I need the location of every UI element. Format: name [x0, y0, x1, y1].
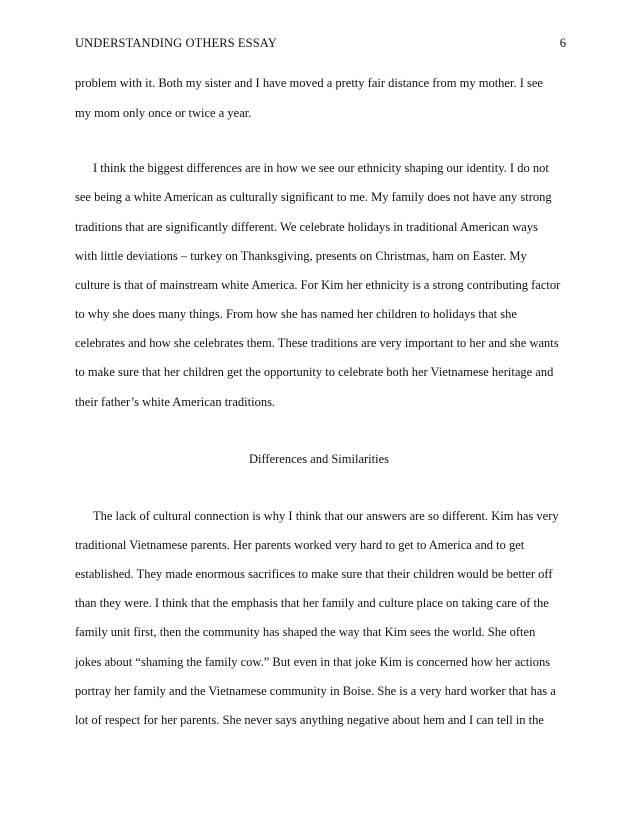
- text-line: problem with it. Both my sister and I have moved a pretty fair distance from my mother. I see: [75, 76, 543, 90]
- page-number: 6: [559, 36, 566, 50]
- paragraph-first-line: The lack of cultural connection is why I think that our answers are so different. Kim has very: [93, 509, 559, 523]
- text-line: jokes about “shaming the family cow.” But even in that joke Kim is concerned how her actions: [75, 655, 551, 669]
- text-line: celebrates and how she celebrates them. These traditions are very important to her and she wants: [75, 336, 559, 350]
- text-line: traditional Vietnamese parents. Her parents worked very hard to get to America and to get: [75, 538, 525, 552]
- text-line: than they were. I think that the emphasis that her family and culture place on taking care of the: [75, 596, 549, 610]
- text-line: my mom only once or twice a year.: [75, 106, 252, 120]
- text-line: established. They made enormous sacrifices to make sure that their children would be better off: [75, 567, 553, 581]
- text-line: with little deviations – turkey on Thanksgiving, presents on Christmas, ham on Easter. My: [75, 249, 527, 263]
- text-line: traditions that are significantly different. We celebrate holidays in traditional American ways: [75, 220, 538, 234]
- text-line: culture is that of mainstream white America. For Kim her ethnicity is a strong contributing factor: [75, 278, 561, 292]
- text-line: to make sure that her children get the opportunity to celebrate both her Vietnamese heritage and: [75, 365, 554, 379]
- text-line: portray her family and the Vietnamese community in Boise. She is a very hard worker that has a: [75, 684, 556, 698]
- text-line: to why she does many things. From how she has named her children to holidays that she: [75, 307, 517, 321]
- running-head: UNDERSTANDING OTHERS ESSAY: [75, 36, 277, 50]
- text-line: their father’s white American traditions.: [75, 395, 276, 409]
- text-line: lot of respect for her parents. She never says anything negative about hem and I can tell in the: [75, 713, 544, 727]
- text-line: family unit first, then the community has shaped the way that Kim sees the world. She often: [75, 625, 536, 639]
- text-line: see being a white American as culturally significant to me. My family does not have any strong: [75, 190, 552, 204]
- section-heading: Differences and Similarities: [248, 452, 389, 466]
- paragraph-first-line: I think the biggest differences are in how we see our ethnicity shaping our identity. I do not: [93, 161, 549, 175]
